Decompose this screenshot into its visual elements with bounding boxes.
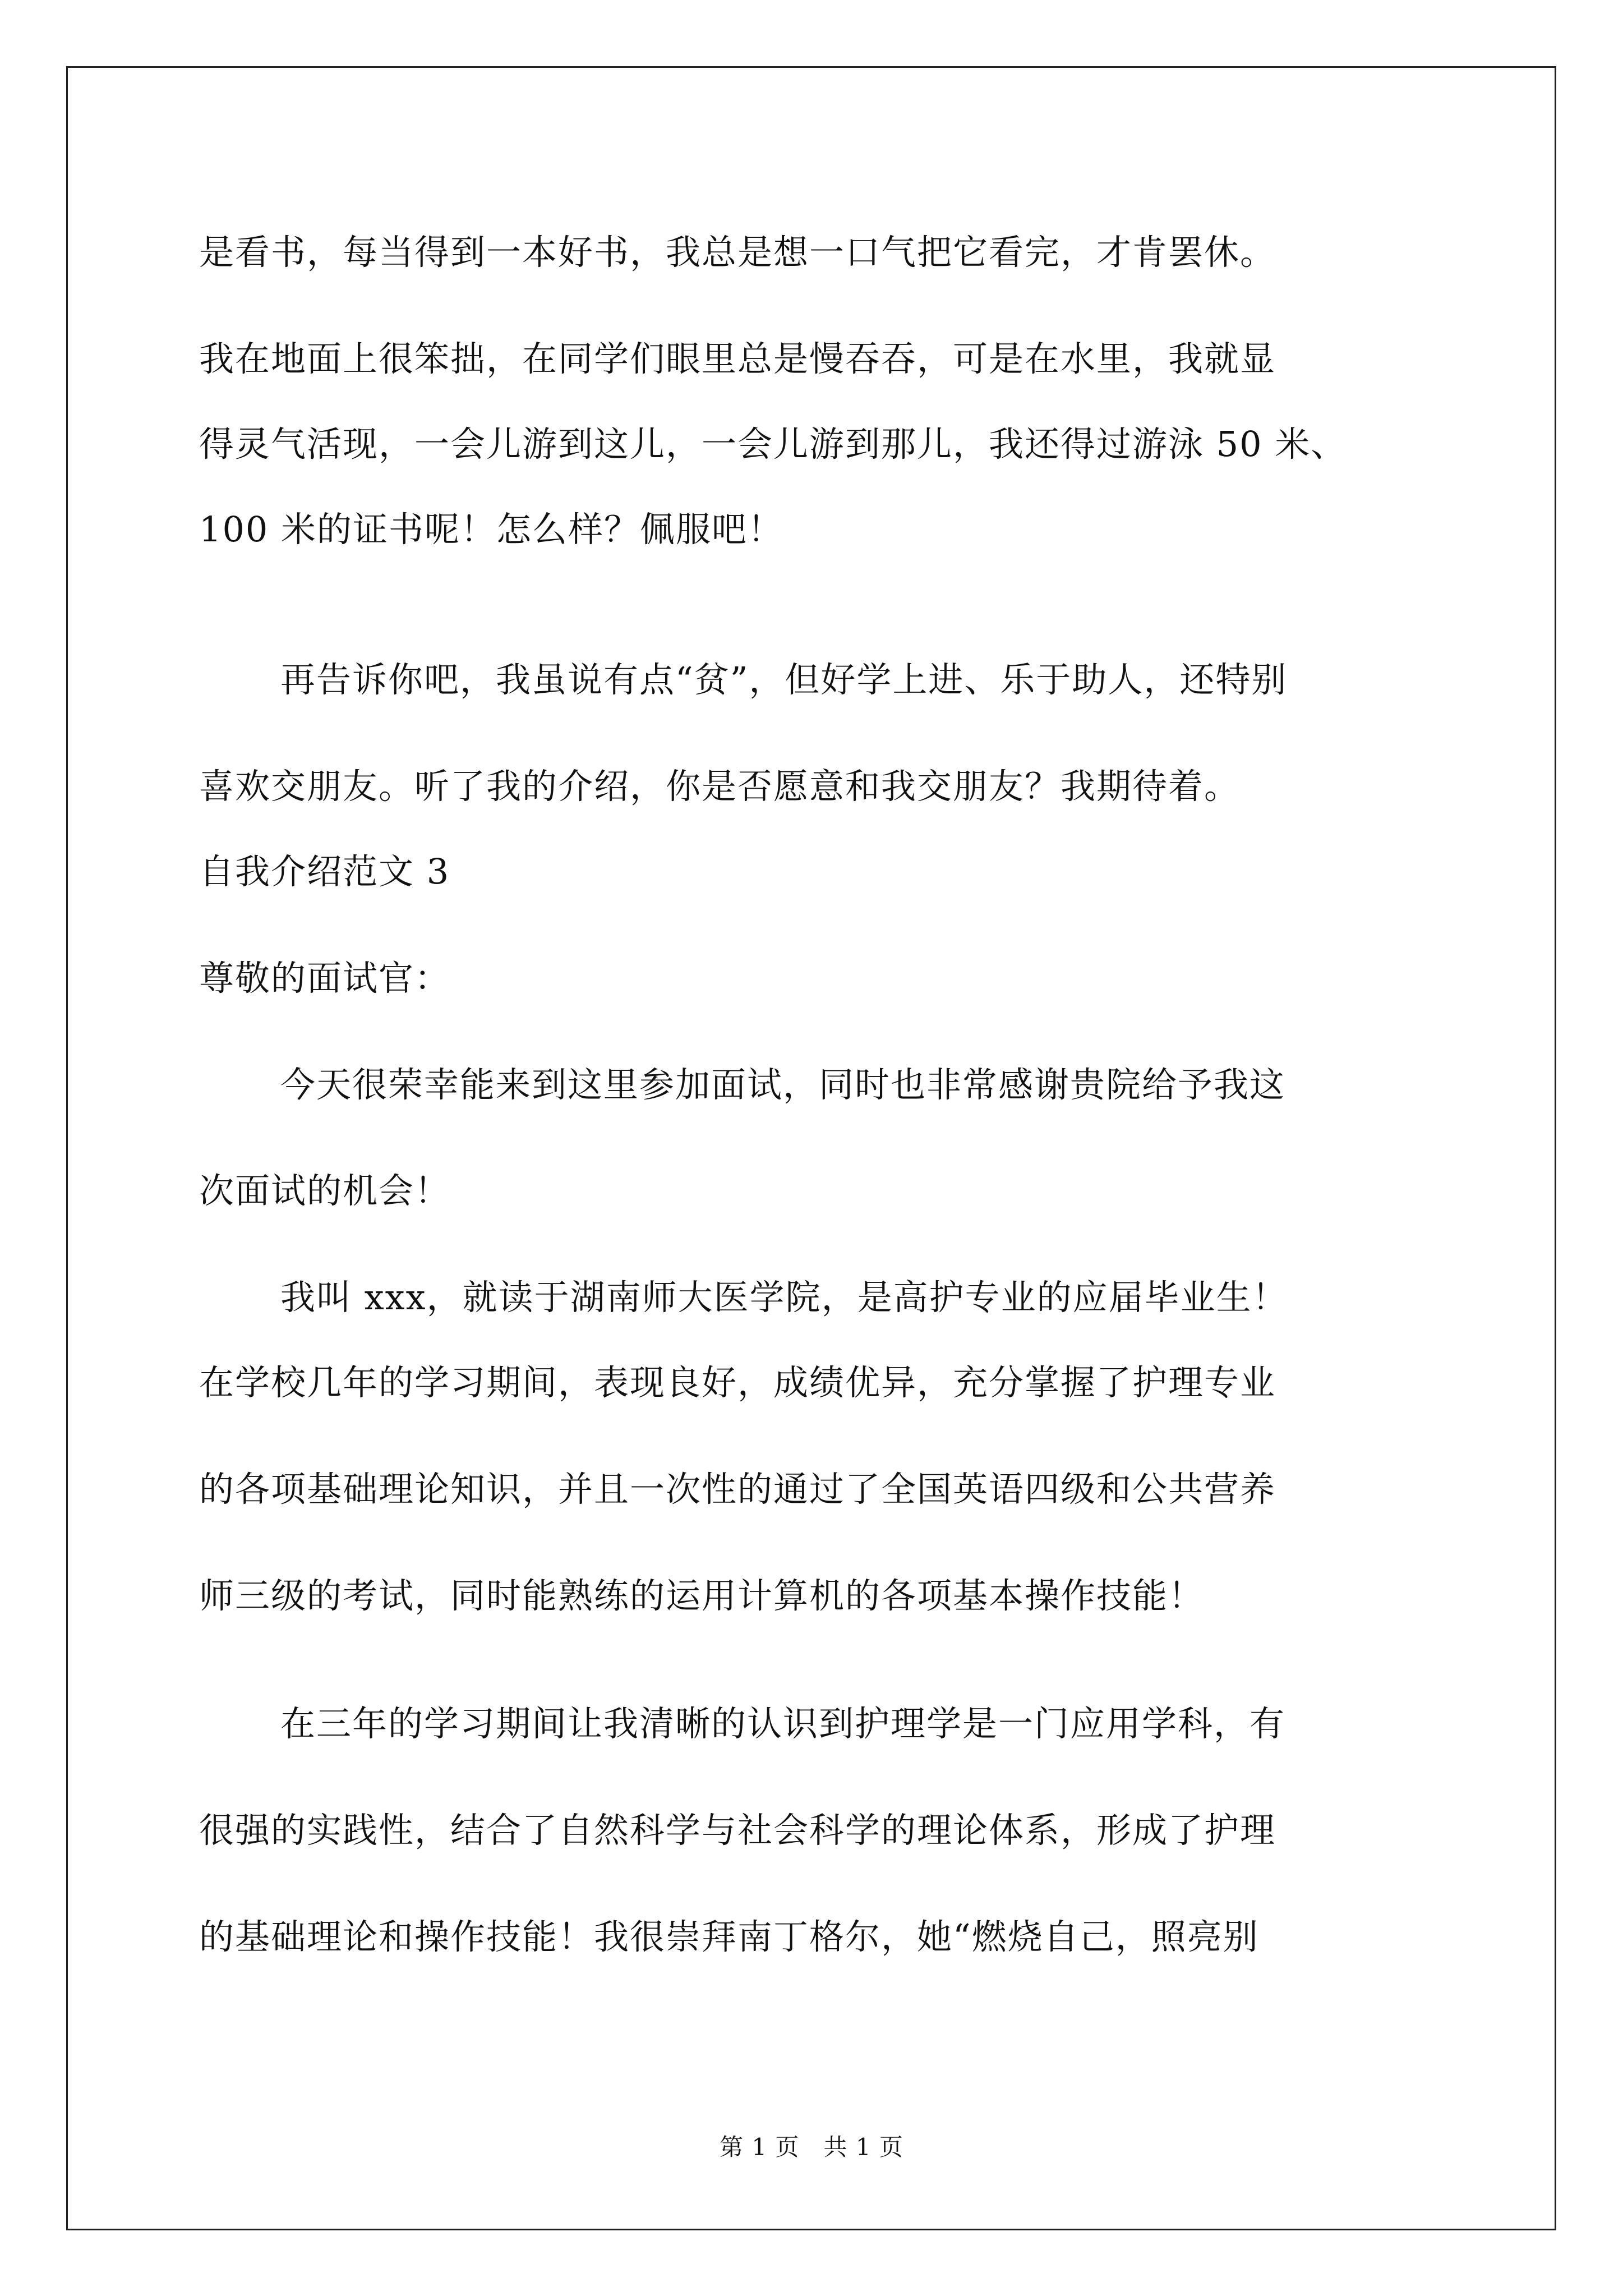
page-border [66, 66, 1556, 2230]
text-line: 得灵气活现，一会儿游到这儿，一会儿游到那儿，我还得过游泳 50 米、 [199, 424, 1347, 464]
text-line: 在学校几年的学习期间，表现良好，成绩优异，充分掌握了护理专业 [199, 1362, 1276, 1403]
text-line: 100 米的证书呢！怎么样？佩服吧！ [199, 509, 784, 550]
page-footer: 第 1 页 共 1 页 [720, 2133, 903, 2161]
text-line: 很强的实践性，结合了自然科学与社会科学的理论体系，形成了护理 [199, 1810, 1276, 1851]
text-line: 次面试的机会！ [199, 1170, 451, 1211]
paragraph-start-line: 今天很荣幸能来到这里参加面试，同时也非常感谢贵院给予我这 [280, 1064, 1286, 1105]
text-line: 喜欢交朋友。听了我的介绍，你是否愿意和我交朋友？我期待着。 [199, 766, 1241, 807]
text-line: 师三级的考试，同时能熟练的运用计算机的各项基本操作技能！ [199, 1575, 1205, 1616]
text-line: 的基础理论和操作技能！我很崇拜南丁格尔，她“燃烧自己，照亮别 [199, 1916, 1259, 1957]
section-title: 自我介绍范文 3 [199, 851, 450, 892]
paragraph-start-line: 我叫 xxx，就读于湖南师大医学院，是高护专业的应届毕业生！ [280, 1277, 1288, 1318]
paragraph-start-line: 再告诉你吧，我虽说有点“贫”，但好学上进、乐于助人，还特别 [280, 659, 1288, 700]
text-line: 的各项基础理论知识，并且一次性的通过了全国英语四级和公共营养 [199, 1469, 1276, 1510]
text-line: 我在地面上很笨拙，在同学们眼里总是慢吞吞，可是在水里，我就显 [199, 338, 1276, 379]
text-line: 是看书，每当得到一本好书，我总是想一口气把它看完，才肯罢休。 [199, 232, 1276, 273]
salutation: 尊敬的面试官： [199, 958, 451, 999]
paragraph-start-line: 在三年的学习期间让我清晰的认识到护理学是一门应用学科，有 [280, 1703, 1286, 1744]
